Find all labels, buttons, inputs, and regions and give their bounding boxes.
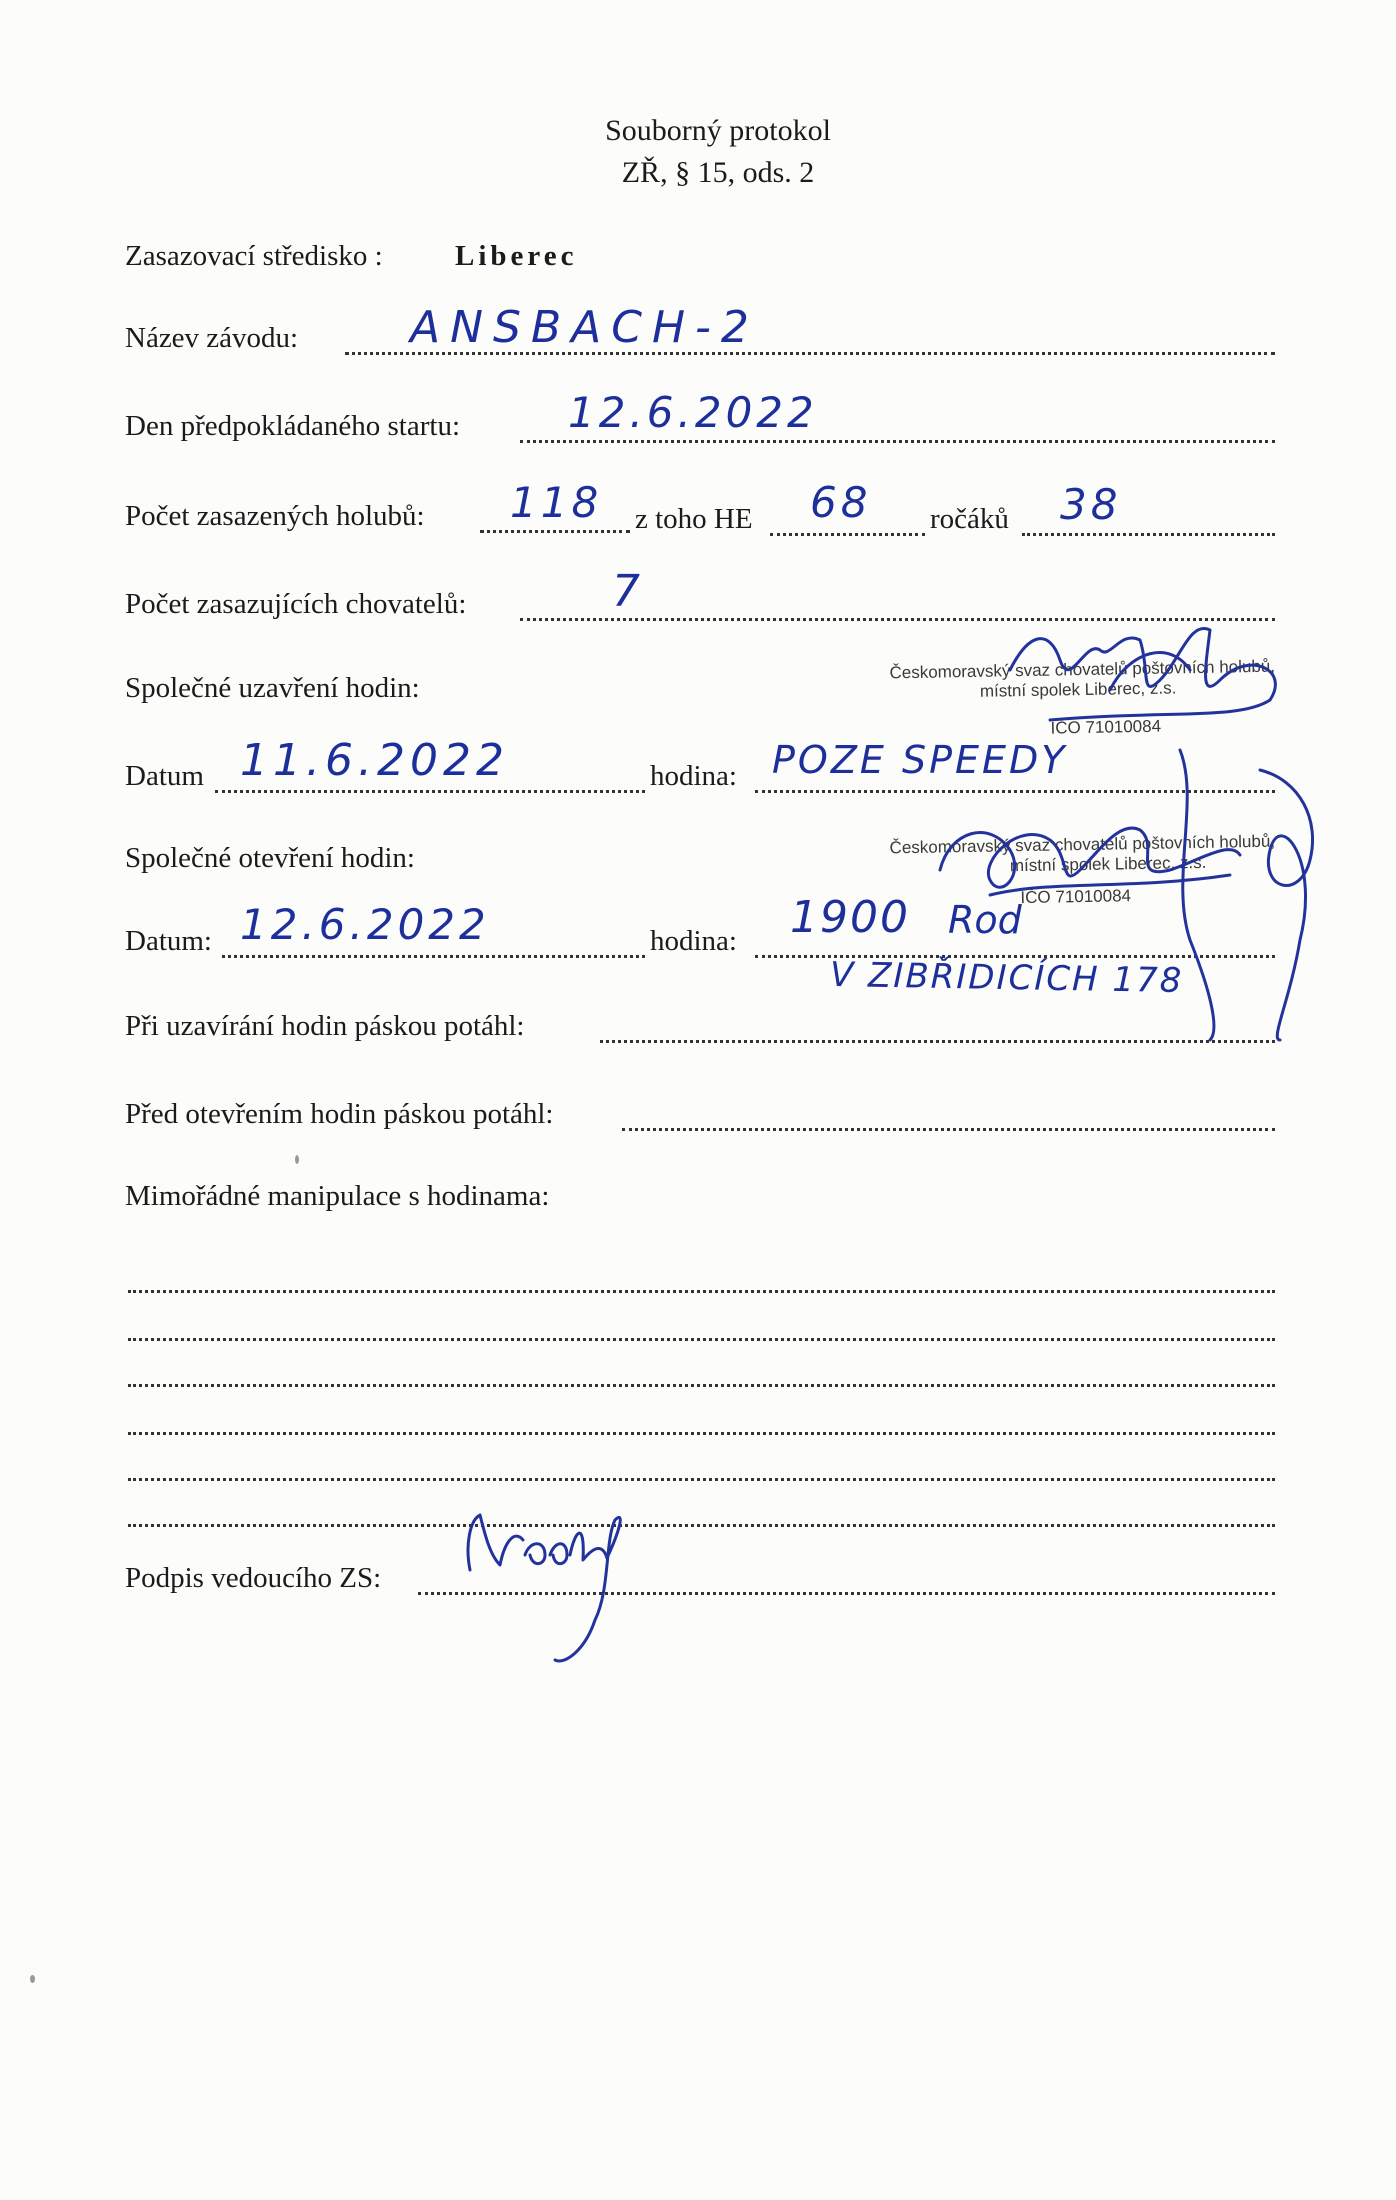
opening-time-value: 1900 [790,892,910,943]
yearlings-label: ročáků [930,503,1009,535]
manipulation-label: Mimořádné manipulace s hodinama: [125,1180,550,1212]
pigeon-count-label: Počet zasazených holubů: [125,500,425,532]
he-label: z toho HE [635,503,753,535]
opening-date-line [222,955,645,958]
signature-label: Podpis vedoucího ZS: [125,1562,382,1594]
race-name-label: Název závodu: [125,322,299,354]
yearlings-value: 38 [1060,480,1122,529]
start-date-value: 12.6.2022 [568,388,818,437]
closing-date-line [215,790,645,793]
breeders-label: Počet zasazujících chovatelů: [125,588,467,620]
manipulation-line-3 [128,1384,1275,1387]
page-title: Souborný protokol [605,114,831,147]
start-date-line [520,440,1275,443]
manager-signature [445,1500,635,1670]
manipulation-line-4 [128,1432,1275,1435]
center-label: Zasazovací středisko : [125,240,383,272]
manipulation-line-1 [128,1290,1275,1293]
stamp-2: Českomoravský svaz chovatelů poštovních holubů, místní spolek Liberec, z.s. IČO 71010084 [889,831,1276,908]
closing-time-value: POZE SPEEDY [772,738,1068,782]
opening-place-note: V ZIBŘIDICÍCH 178 [829,954,1184,1002]
closing-heading: Společné uzavření hodin: [125,672,420,704]
tape-open-label: Před otevřením hodin páskou potáhl: [125,1098,554,1130]
paper-speck [30,1975,35,1983]
he-value: 68 [810,478,872,527]
pigeon-count-value: 118 [510,478,603,527]
opening-date-value: 12.6.2022 [240,900,490,949]
closing-date-value: 11.6.2022 [240,735,509,786]
opening-date-label: Datum: [125,925,212,957]
pigeon-count-line [480,530,630,533]
breeders-value: 7 [612,566,640,617]
he-line [770,533,925,536]
tape-close-label: Při uzavírání hodin páskou potáhl: [125,1010,525,1042]
closing-date-label: Datum [125,760,204,792]
closing-signature [990,610,1320,740]
opening-signature [930,800,1250,920]
stamp-1: Českomoravský svaz chovatelů poštovních holubů, místní spolek Liberec, z.s. IČO 71010084 [889,656,1276,738]
closing-time-label: hodina: [650,760,737,792]
manipulation-line-6 [128,1524,1275,1527]
paper-speck [295,1155,299,1164]
manipulation-line-5 [128,1478,1275,1481]
tape-open-line [622,1128,1275,1131]
opening-time-note: Rod [948,898,1022,942]
yearlings-line [1022,533,1275,536]
start-date-label: Den předpokládaného startu: [125,410,461,442]
manipulation-line-2 [128,1338,1275,1341]
opening-time-label: hodina: [650,925,737,957]
page-subtitle: ZŘ, § 15, ods. 2 [621,156,815,189]
center-value: Liberec [455,240,578,272]
opening-heading: Společné otevření hodin: [125,842,415,874]
race-name-value: ANSBACH-2 [410,302,759,353]
